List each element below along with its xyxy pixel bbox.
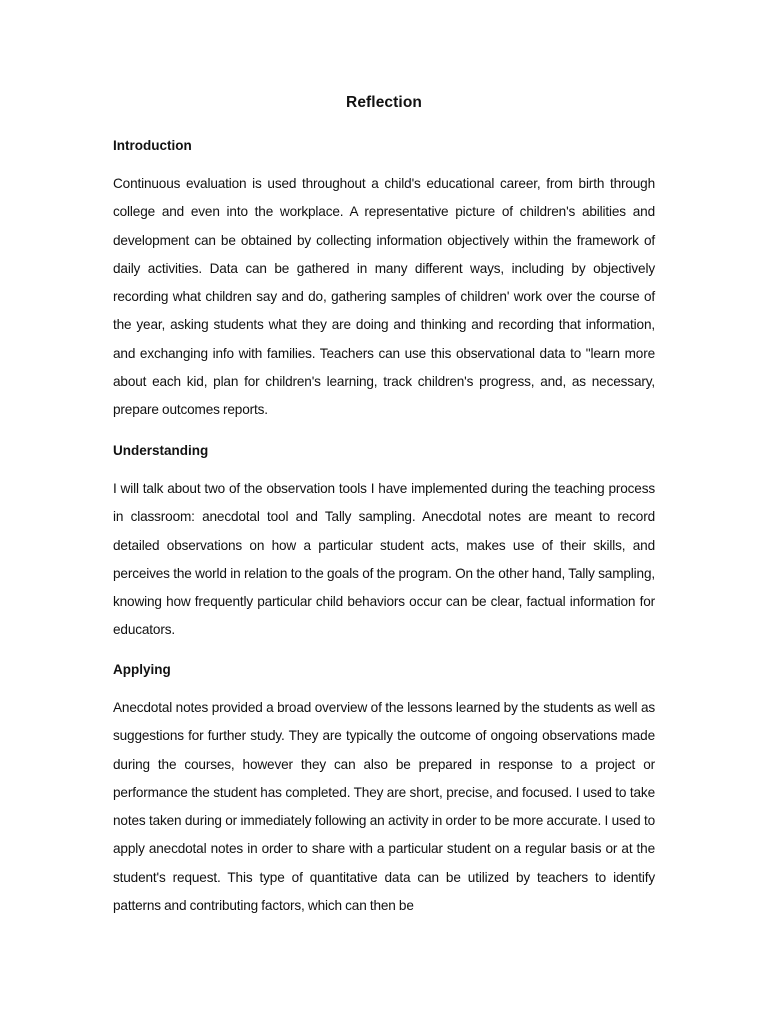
page-title: Reflection	[346, 94, 422, 111]
section-heading-introduction: Introduction	[113, 138, 192, 153]
section-heading-understanding: Understanding	[113, 443, 209, 458]
section-body-introduction: Continuous evaluation is used throughout a child's educational career, from birth through college and even into the workplace. A representative picture of children's abilities and development can be obtained by collecting information objectively within the framework of daily activities. Data can be gathered in many different ways, including by objectively recording what children say and do, gathering samples of children' work over the course of the year, asking students what they are doing and thinking and recording that information, and exchanging info with families. Teachers can use this observational data to "learn more about each kid, plan for children's learning, track children's progress, and, as necessary, prepare outcomes reports.	[113, 176, 655, 418]
section-body-understanding: I will talk about two of the observation tools I have implemented during the teaching process in classroom: anecdotal tool and Tally sampling. Anecdotal notes are meant to record detailed observations on how a particular student acts, makes use of their skills, and perceives the world in relation to the goals of the program. On the other hand, Tally sampling, knowing how frequently particular child behaviors occur can be clear, factual information for educators.	[113, 481, 655, 638]
section-body-applying: Anecdotal notes provided a broad overview of the lessons learned by the students as well as suggestions for further study. They are typically the outcome of ongoing observations made during the courses, however they can also be prepared in response to a project or performance the student has completed. They are short, precise, and focused. I used to take notes taken during or immediately following an activity in order to be more accurate. I used to apply anecdotal notes in order to share with a particular student on a regular basis or at the student's request. This type of quantitative data can be utilized by teachers to identify patterns and contributing factors, which can then be	[113, 700, 655, 914]
section-heading-applying: Applying	[113, 662, 171, 677]
